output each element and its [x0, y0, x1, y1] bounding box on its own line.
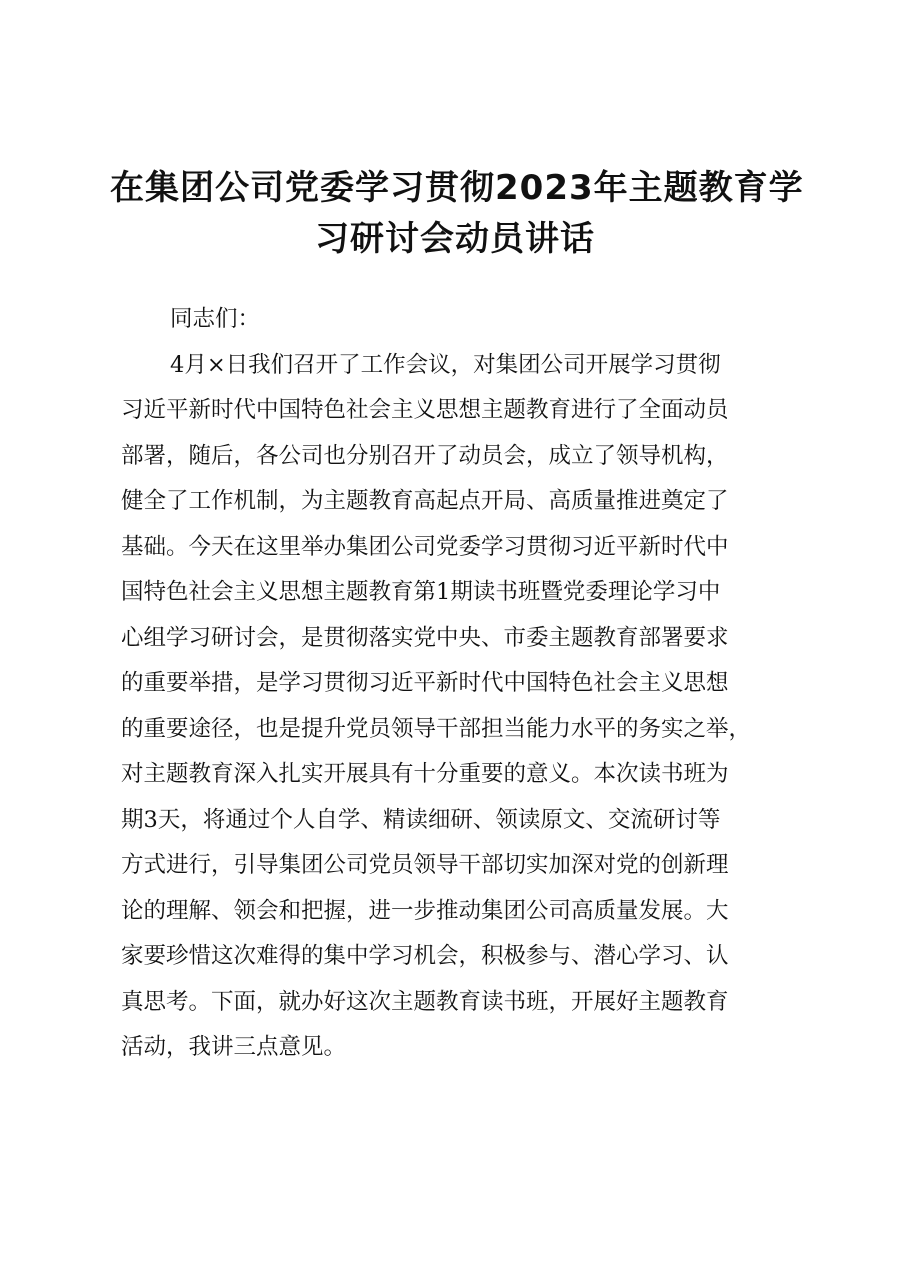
salutation: 同志们：	[170, 306, 261, 332]
paragraph-line: 国特色社会主义思想主题教育第1期读书班暨党委理论学习中	[121, 579, 721, 605]
paragraph-line: 活动，我讲三点意见。	[121, 1034, 347, 1060]
document-body	[121, 297, 801, 1071]
paragraph-line: 论的理解、领会和把握，进一步推动集团公司高质量发展。大	[121, 897, 729, 924]
paragraph-line: 方式进行，引导集团公司党员领导干部切实加深对党的创新理	[121, 852, 729, 878]
paragraph-line: 对主题教育深入扎实开展具有十分重要的意义。本次读书班为	[121, 761, 729, 787]
paragraph-line: 的重要途径，也是提升党员领导干部担当能力水平的务实之举，	[121, 715, 752, 742]
document-title	[110, 163, 804, 265]
paragraph-line: 健全了工作机制，为主题教育高起点开局、高质量推进奠定了	[121, 488, 729, 514]
paragraph-line: 真思考。下面，就办好这次主题教育读书班，开展好主题教育	[121, 988, 729, 1015]
paragraph-line: 期3天，将通过个人自学、精读细研、领读原文、交流研讨等	[121, 806, 721, 833]
paragraph-line: 4月×日我们召开了工作会议，对集团公司开展学习贯彻	[170, 351, 721, 378]
title-line: 在集团公司党委学习贯彻2023年主题教育学	[110, 168, 804, 208]
paragraph-line: 心组学习研讨会，是贯彻落实党中央、市委主题教育部署要求	[121, 624, 729, 651]
paragraph-line: 习近平新时代中国特色社会主义思想主题教育进行了全面动员	[121, 397, 729, 423]
paragraph-line: 基础。今天在这里举办集团公司党委学习贯彻习近平新时代中	[121, 533, 729, 560]
paragraph-line: 家要珍惜这次难得的集中学习机会，积极参与、潜心学习、认	[121, 943, 729, 969]
title-line: 习研讨会动员讲话	[315, 219, 595, 259]
paragraph-line: 部署，随后，各公司也分别召开了动员会，成立了领导机构，	[121, 442, 729, 469]
paragraph-line: 的重要举措，是学习贯彻习近平新时代中国特色社会主义思想	[121, 670, 729, 696]
